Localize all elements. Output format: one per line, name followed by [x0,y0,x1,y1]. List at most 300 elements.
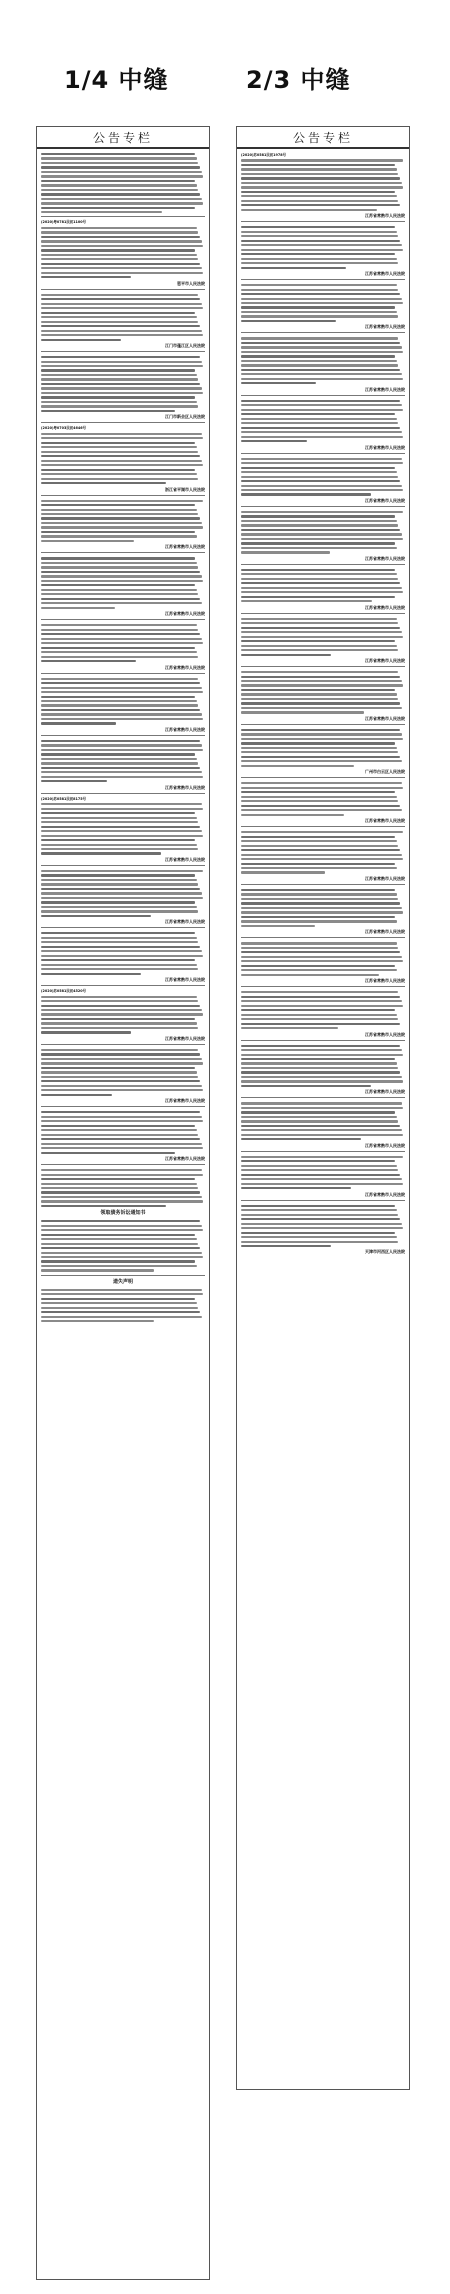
text-line [241,689,395,691]
text-line [41,198,202,200]
notice-item [41,677,205,732]
text-line [41,1229,203,1231]
notice-divider [241,506,405,507]
notice-body-text [41,1168,205,1207]
notice-body-text [41,152,205,213]
text-line [41,263,200,265]
notice-divider [41,985,205,986]
notice-item [241,336,405,391]
text-line [41,767,200,769]
text-line [41,1071,197,1073]
notice-body-text [41,556,205,609]
text-line [41,1238,197,1240]
court-name: 江苏省常熟市人民法院 [365,1191,405,1197]
text-line [241,747,397,749]
text-line [241,168,397,170]
text-line [241,907,402,909]
text-line [41,647,195,649]
notice-item [41,220,205,285]
court-name: 江苏省常熟市人民法院 [365,1031,405,1037]
text-line [41,374,197,376]
text-line [241,177,400,179]
text-line [241,1169,398,1171]
notice-body-text [241,568,405,603]
text-line [241,569,395,571]
text-line [41,316,197,318]
notice-divider [41,793,205,794]
text-line [241,902,400,904]
text-line [41,1134,198,1136]
text-line [241,293,400,295]
text-line [41,249,195,251]
text-line [41,522,202,524]
court-name: 广州市白云区人民法院 [365,769,405,775]
text-line [241,645,397,647]
text-line [41,575,202,577]
text-line [241,911,403,913]
text-line [41,193,200,195]
notice-item [241,781,405,823]
text-line [41,959,195,961]
notice-body-text [241,457,405,496]
text-line [41,513,198,515]
text-line [241,418,397,420]
text-line [241,947,398,949]
text-line [41,1307,198,1309]
text-line [41,392,203,394]
notice-item [241,617,405,663]
text-line [41,410,175,412]
notice-divider [241,777,405,778]
text-line [41,1205,166,1207]
text-line [41,808,203,810]
text-line [41,1049,198,1051]
text-line [41,1302,197,1304]
right-notice-column [236,126,410,2090]
text-line [41,713,202,715]
text-line [241,471,397,473]
text-line [41,932,195,934]
text-line [41,879,197,881]
text-line [41,821,198,823]
notice-body-text [241,158,405,211]
text-line [41,1298,195,1300]
notice-divider [241,221,405,222]
text-line [41,334,203,336]
text-line [41,584,195,586]
text-line [41,1027,198,1029]
text-line [241,1049,402,1051]
text-line [241,836,395,838]
text-line [41,1089,203,1091]
text-line [241,814,344,816]
text-line [241,400,400,402]
right-column-body [237,149,409,1260]
text-line [241,1067,398,1069]
notice-divider [41,1275,205,1276]
text-line [241,320,336,322]
text-line [41,1076,198,1078]
notice-body-text [41,499,205,543]
text-line [241,760,402,762]
text-line [41,678,198,680]
text-line [41,848,198,850]
notice-divider [241,724,405,725]
text-line [41,517,200,519]
text-line [41,1147,203,1149]
text-line [241,791,395,793]
court-name: 江苏省常熟市人民法院 [165,664,205,670]
text-line [41,245,203,247]
notice-body-text [241,670,405,714]
text-line [41,901,195,903]
notice-divider [41,865,205,866]
text-line [41,464,203,466]
text-line [241,698,398,700]
text-line [41,753,195,755]
court-name: 江门市新会区人民法院 [165,414,205,420]
notice-item [41,355,205,419]
text-line [41,602,202,604]
text-line [41,1000,198,1002]
text-line [41,580,203,582]
left-gutter-label: 1/4 中缝 [64,66,169,94]
notice-item [241,830,405,881]
notice-body-text [41,355,205,412]
court-name: 江苏省常熟市人民法院 [365,658,405,664]
notice-item [41,869,205,924]
text-line [241,1174,400,1176]
text-line [41,1191,200,1193]
text-line [41,589,197,591]
text-line [41,1080,200,1082]
text-line [41,455,200,457]
notice-divider [41,619,205,620]
text-line [41,870,203,872]
text-line [241,649,398,651]
text-line [241,284,397,286]
text-line [41,950,202,952]
text-line [241,867,397,869]
text-line [41,780,107,782]
notice-item [41,797,205,862]
text-line [241,1129,402,1131]
text-line [241,1027,338,1029]
court-name: 江苏省常熟市人民法院 [165,856,205,862]
text-line [241,849,400,851]
text-line [41,1260,195,1262]
text-line [241,831,403,833]
notice-item [41,1168,205,1207]
text-line [241,671,398,673]
court-name: 江苏省常熟市人民法院 [165,544,205,550]
text-line [241,1014,397,1016]
notice-item [41,1048,205,1103]
text-line [241,756,400,758]
text-line [41,996,197,998]
text-line [241,404,402,406]
text-line [41,1053,200,1055]
text-line [241,1218,400,1220]
text-line [241,1205,395,1207]
court-name: 江苏省常熟市人民法院 [165,1156,205,1162]
text-line [241,600,372,602]
notice-divider [41,495,205,496]
text-line [241,1165,397,1167]
text-line [41,1169,202,1171]
notice-body-text [41,1048,205,1096]
court-name: 江苏省常熟市人民法院 [165,919,205,925]
text-line [41,1243,198,1245]
text-line [241,244,402,246]
text-line [41,307,203,309]
text-line [241,916,395,918]
text-line [41,633,200,635]
text-line [241,956,402,958]
text-line [41,1256,203,1258]
text-line [241,173,398,175]
text-line [41,157,197,159]
text-line [41,1031,131,1033]
text-line [241,427,400,429]
text-line [241,805,400,807]
text-line [41,184,197,186]
text-line [41,1116,202,1118]
notice-divider [41,422,205,423]
text-line [41,540,134,542]
text-line [241,364,398,366]
text-line [41,762,198,764]
text-line [241,489,403,491]
text-line [41,941,198,943]
notice-item [241,1204,405,1255]
text-line [41,771,202,773]
text-line [41,830,202,832]
text-line [241,1125,400,1127]
text-line [41,361,202,363]
text-line [241,578,398,580]
notice-divider [241,826,405,827]
right-column-header: 公告专栏 [237,127,409,149]
notice-divider [241,332,405,333]
notice-divider [41,673,205,674]
text-line [41,1196,202,1198]
text-line [241,587,402,589]
text-line [241,840,397,842]
notice-body-text [41,802,205,855]
notice-divider [41,351,205,352]
text-line [41,817,197,819]
text-line [241,854,402,856]
text-line [41,180,195,182]
notice-item [241,457,405,503]
text-line [41,968,198,970]
text-line [241,969,397,971]
text-line [241,533,402,535]
text-line [241,515,395,517]
court-name: 江苏省常熟市人民法院 [365,818,405,824]
text-line [41,598,200,600]
text-line [41,910,198,912]
text-line [41,1316,202,1318]
notice-divider [41,735,205,736]
text-line [41,369,195,371]
text-line [241,796,397,798]
text-line [41,888,200,890]
notice-body-text [41,677,205,725]
text-line [241,267,346,269]
court-name: 江苏省常熟市人民法院 [165,1035,205,1041]
text-line [41,272,203,274]
notice-body-text [241,830,405,874]
text-line [241,1245,331,1247]
text-line [41,460,202,462]
text-line [41,803,202,805]
text-line [41,874,195,876]
text-line [241,551,330,553]
text-line [241,369,400,371]
text-line [41,844,197,846]
text-line [41,1234,195,1236]
text-line [41,642,203,644]
text-line [241,591,403,593]
text-line [41,339,121,341]
text-line [41,276,131,278]
court-name: 江苏省常熟市人民法院 [165,784,205,790]
text-line [41,1143,202,1145]
text-line [241,1232,395,1234]
text-line [41,451,198,453]
text-line [241,440,307,442]
text-line [41,656,198,658]
text-line [241,863,395,865]
text-line [241,485,402,487]
text-line [241,1209,397,1211]
text-line [41,1058,202,1060]
notice-divider [41,289,205,290]
notice-divider [41,216,205,217]
text-line [241,858,403,860]
text-line [241,302,403,304]
case-number: (2020)苏0581民初1978号 [241,153,286,157]
text-line [241,729,400,731]
notice-divider [41,1044,205,1045]
text-line [241,159,403,161]
text-line [241,702,400,704]
text-line [41,1152,175,1154]
text-line [241,289,398,291]
notice-divider [41,1106,205,1107]
text-line [41,294,198,296]
text-line [241,409,403,411]
notice-body-text [41,995,205,1034]
left-column-body [37,149,209,1328]
text-line [241,235,398,237]
text-line [41,258,198,260]
text-line [41,175,203,177]
text-line [241,209,377,211]
notice-body-text [41,1219,205,1272]
notice-divider [241,884,405,885]
text-line [41,1085,202,1087]
text-line [241,627,400,629]
text-line [41,892,202,894]
text-line [241,1183,403,1185]
text-line [41,1293,203,1295]
text-line [41,897,203,899]
text-line [241,738,403,740]
text-line [241,373,402,375]
notice-item [241,670,405,721]
notice-item [241,1101,405,1147]
text-line [41,839,195,841]
notice-body-text [41,931,205,975]
text-line [241,1005,403,1007]
text-line [241,871,325,873]
notice-item [241,225,405,276]
text-line [241,676,400,678]
lost-statement-heading: 遗失声明 [112,1278,133,1285]
text-line [241,809,402,811]
notice-body-text [241,728,405,767]
text-line [241,920,397,922]
text-line [241,346,402,348]
text-line [241,182,402,184]
case-number: (2020)粤0781民初1100号 [41,220,86,225]
court-name: 江门市蓬江区人民法院 [165,343,205,349]
text-line [241,654,331,656]
text-line [41,1129,197,1131]
notice-body-text [241,510,405,554]
text-line [41,446,197,448]
text-line [41,906,197,908]
text-line [41,562,197,564]
text-line [241,1062,397,1064]
text-line [41,593,198,595]
text-line [41,557,195,559]
text-line [241,529,400,531]
notice-item [41,623,205,669]
text-line [41,624,197,626]
text-line [41,1220,200,1222]
text-line [241,1085,371,1087]
text-line [241,538,403,540]
text-line [41,153,195,155]
notice-item [41,931,205,982]
text-line [241,996,400,998]
court-name: 浙江省平湖市人民法院 [165,486,205,492]
text-line [241,622,398,624]
text-line [41,955,203,957]
text-line [241,684,403,686]
text-line [241,462,403,464]
text-line [41,1018,195,1020]
text-line [241,582,400,584]
text-line [41,696,195,698]
text-line [41,687,202,689]
text-line [41,1005,200,1007]
text-line [241,315,398,317]
text-line [241,355,395,357]
notice-body-text [241,781,405,816]
text-line [41,691,203,693]
text-line [241,1111,395,1113]
notice-body-text [41,226,205,279]
text-line [241,1000,402,1002]
text-line [241,476,398,478]
text-line [241,200,398,202]
text-line [41,500,203,502]
